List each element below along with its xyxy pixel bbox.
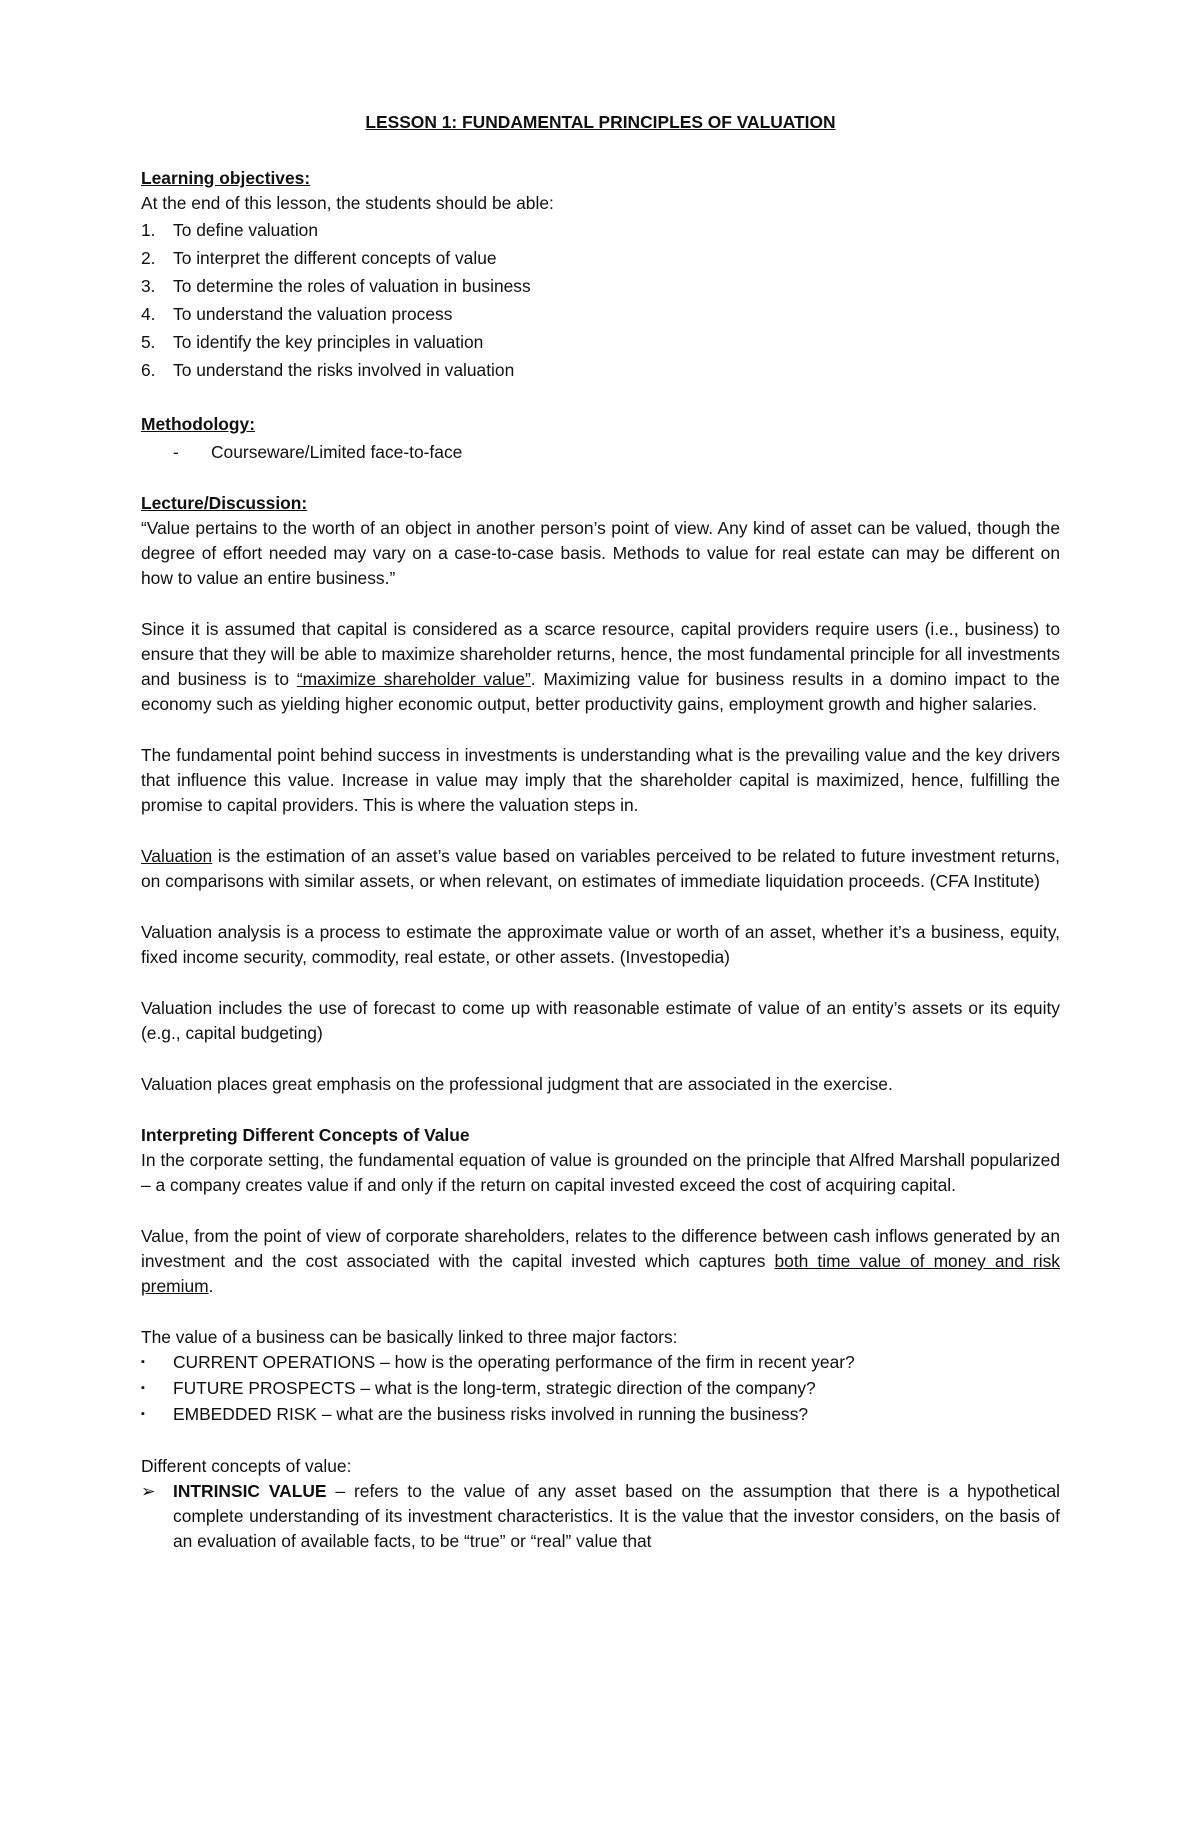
paragraph-valuation-analysis: Valuation analysis is a process to estimate the approximate value or worth of an asset, whether it’s a business, equity, fixed income security, commodity, real estate, or other assets. (Investopedia) — [141, 922, 1060, 967]
list-text: CURRENT OPERATIONS – how is the operating performance of the firm in recent year? — [173, 1352, 855, 1372]
list-item — [141, 1376, 1060, 1401]
text-run: . — [208, 1276, 214, 1296]
list-text: To understand the valuation process — [173, 304, 453, 324]
list-item — [141, 440, 1060, 465]
list-item — [141, 358, 1060, 383]
list-number: 2. — [141, 248, 156, 268]
list-number: 6. — [141, 360, 156, 380]
list-text: To define valuation — [173, 220, 319, 240]
paragraph-shareholder-view — [141, 1224, 1060, 1299]
concepts-intro: Different concepts of value: — [141, 1456, 352, 1476]
list-item — [141, 246, 1060, 271]
square-bullet: ▪ — [141, 1408, 145, 1420]
list-text: To understand the risks involved in valuation — [173, 360, 515, 380]
list-number: 3. — [141, 276, 156, 296]
learning-objectives-heading: Learning objectives: — [141, 168, 311, 188]
learning-intro: At the end of this lesson, the students should be able: — [141, 193, 554, 213]
page-title: LESSON 1: FUNDAMENTAL PRINCIPLES OF VALUATION — [365, 112, 836, 132]
list-item — [141, 274, 1060, 299]
list-item — [141, 1402, 1060, 1427]
text-run: – refers to the value of any asset based on the assumption that there is a hypothetical complete understanding of its investment characteristics. It is the value that the investor considers, on the basis of an evaluation of available facts, to be “true” or “real” value that — [173, 1481, 1060, 1551]
list-number: 1. — [141, 220, 156, 240]
arrow-bullet-icon: ➢ — [141, 1481, 156, 1501]
square-bullet: ▪ — [141, 1356, 145, 1368]
paragraph-fundamental-point: The fundamental point behind success in investments is understanding what is the prevailing value and the key drivers that influence this value. Increase in value may imply that the shareholder capital is maximized, hence, fulfilling the promise to capital providers. This is where the valuation steps in. — [141, 745, 1060, 815]
paragraph-professional-judgment: Valuation places great emphasis on the professional judgment that are associated in the exercise. — [141, 1074, 893, 1094]
paragraph-corporate-setting: In the corporate setting, the fundamental equation of value is grounded on the principle that Alfred Marshall popularized – a company creates value if and only if the return on capital invested exceed the cost of acquiring capital. — [141, 1150, 1060, 1195]
factors-list — [141, 1350, 1060, 1427]
list-text: EMBEDDED RISK – what are the business risks involved in running the business? — [173, 1404, 809, 1424]
objectives-list — [141, 218, 1060, 383]
concepts-heading: Interpreting Different Concepts of Value — [141, 1125, 470, 1145]
underlined-phrase: “maximize shareholder value” — [296, 669, 531, 689]
text-run: is the estimation of an asset’s value based on variables perceived to be related to future investment returns, on comparisons with similar assets, or when relevant, on estimates of immediate liquidation proceeds. (CFA Institute) — [141, 846, 1060, 891]
paragraph-valuation-definition — [141, 844, 1060, 894]
underlined-phrase: both time value of money and risk premium — [141, 1251, 1060, 1296]
methodology-list — [141, 440, 1060, 465]
lecture-quote: “Value pertains to the worth of an object in another person’s point of view. Any kind of asset can be valued, though the degree of effort needed may vary on a case-to-case basis. Methods to value for real estate can may be different on how to value an entire business.” — [141, 518, 1060, 588]
list-number: 5. — [141, 332, 156, 352]
list-text: Courseware/Limited face-to-face — [211, 442, 463, 462]
factors-intro: The value of a business can be basically linked to three major factors: — [141, 1327, 678, 1347]
text-run: . Maximizing value for business results in a domino impact to the economy such as yielding higher economic output, better productivity gains, employment growth and higher salaries. — [141, 669, 1060, 714]
intrinsic-value-text — [173, 1479, 1060, 1554]
text-run: Since it is assumed that capital is considered as a scarce resource, capital providers require users (i.e., business) to ensure that they will be able to maximize shareholder returns, hence, the most fundamental principle for all investments and business is to — [141, 619, 1060, 689]
list-number: 4. — [141, 304, 156, 324]
square-bullet: ▪ — [141, 1382, 145, 1394]
list-text: To determine the roles of valuation in business — [173, 276, 531, 296]
underlined-term: Valuation — [141, 846, 213, 866]
methodology-heading: Methodology: — [141, 414, 255, 434]
list-text: To interpret the different concepts of value — [173, 248, 497, 268]
dash-bullet: - — [173, 442, 179, 462]
list-item — [141, 218, 1060, 243]
list-item — [141, 1350, 1060, 1375]
list-item — [141, 302, 1060, 327]
list-text: FUTURE PROSPECTS – what is the long-term, strategic direction of the company? — [173, 1378, 816, 1398]
paragraph-valuation-forecast: Valuation includes the use of forecast to come up with reasonable estimate of value of an entity’s assets or its equity (e.g., capital budgeting) — [141, 998, 1060, 1043]
paragraph-shareholder-value — [141, 617, 1060, 717]
intrinsic-value-item — [141, 1479, 1060, 1554]
list-item — [141, 330, 1060, 355]
lecture-heading: Lecture/Discussion: — [141, 493, 308, 513]
bold-term: INTRINSIC VALUE — [173, 1481, 327, 1501]
list-text: To identify the key principles in valuation — [173, 332, 484, 352]
text-run: Value, from the point of view of corporate shareholders, relates to the difference between cash inflows generated by an investment and the cost associated with the capital invested which captures — [141, 1226, 1060, 1271]
